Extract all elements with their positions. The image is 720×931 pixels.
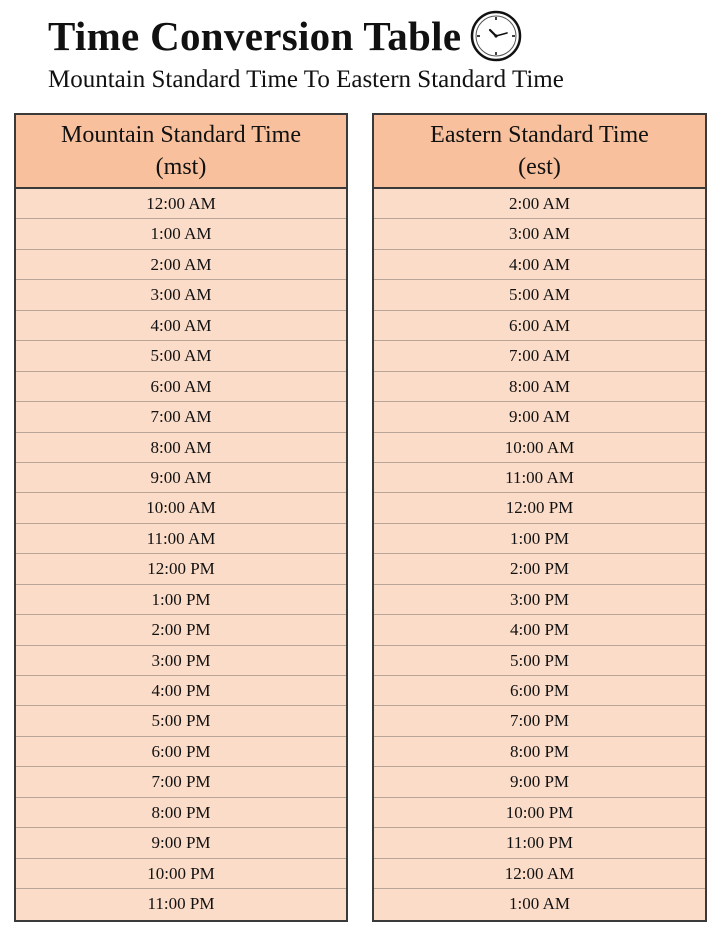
table-row: 10:00 AM	[16, 493, 346, 523]
table-row: 4:00 AM	[16, 311, 346, 341]
table-row: 4:00 AM	[374, 250, 705, 280]
table-row: 9:00 AM	[374, 402, 705, 432]
table-row: 1:00 PM	[374, 524, 705, 554]
table-row: 10:00 PM	[374, 798, 705, 828]
table-row: 6:00 AM	[374, 311, 705, 341]
table-row: 4:00 PM	[16, 676, 346, 706]
table-row: 2:00 PM	[16, 615, 346, 645]
mst-header-title: Mountain Standard Time	[60, 122, 301, 148]
table-row: 8:00 PM	[16, 798, 346, 828]
table-row: 3:00 AM	[16, 280, 346, 310]
est-header-title: Eastern Standard Time	[430, 122, 649, 148]
table-row: 5:00 PM	[16, 706, 346, 736]
table-row: 7:00 PM	[16, 767, 346, 797]
table-row: 1:00 AM	[16, 219, 346, 249]
table-row: 9:00 PM	[16, 828, 346, 858]
table-row: 7:00 AM	[16, 402, 346, 432]
table-row: 11:00 PM	[374, 828, 705, 858]
table-row: 8:00 PM	[374, 737, 705, 767]
title-row	[48, 10, 523, 62]
table-row: 9:00 AM	[16, 463, 346, 493]
clock-icon	[469, 9, 523, 63]
table-row: 12:00 PM	[16, 554, 346, 584]
table-row: 12:00 PM	[374, 493, 705, 523]
mst-header-abbrev: (mst)	[155, 154, 207, 180]
mst-table	[14, 113, 348, 922]
table-row: 7:00 AM	[374, 341, 705, 371]
table-row: 11:00 PM	[16, 889, 346, 919]
est-table-header	[374, 115, 705, 189]
table-row: 4:00 PM	[374, 615, 705, 645]
est-header-abbrev: (est)	[518, 154, 561, 180]
table-row: 10:00 PM	[16, 859, 346, 889]
table-row: 3:00 PM	[16, 646, 346, 676]
table-row: 3:00 AM	[374, 219, 705, 249]
table-row: 11:00 AM	[374, 463, 705, 493]
table-row: 5:00 AM	[374, 280, 705, 310]
table-row: 9:00 PM	[374, 767, 705, 797]
table-row: 8:00 AM	[374, 372, 705, 402]
table-row: 6:00 AM	[16, 372, 346, 402]
table-row: 12:00 AM	[374, 859, 705, 889]
table-row: 2:00 AM	[16, 250, 346, 280]
mst-rows	[16, 189, 346, 920]
table-row: 10:00 AM	[374, 433, 705, 463]
table-row: 3:00 PM	[374, 585, 705, 615]
table-row: 7:00 PM	[374, 706, 705, 736]
page-title: Time Conversion Table	[48, 13, 462, 59]
est-table	[372, 113, 707, 922]
est-rows	[374, 189, 705, 920]
table-row: 5:00 PM	[374, 646, 705, 676]
table-row: 1:00 PM	[16, 585, 346, 615]
table-row: 12:00 AM	[16, 189, 346, 219]
table-row: 2:00 PM	[374, 554, 705, 584]
table-row: 5:00 AM	[16, 341, 346, 371]
table-row: 8:00 AM	[16, 433, 346, 463]
table-row: 1:00 AM	[374, 889, 705, 919]
table-row: 6:00 PM	[16, 737, 346, 767]
table-row: 6:00 PM	[374, 676, 705, 706]
table-row: 2:00 AM	[374, 189, 705, 219]
subtitle: Mountain Standard Time To Eastern Standard Time	[48, 66, 564, 93]
mst-table-header	[16, 115, 346, 189]
table-row: 11:00 AM	[16, 524, 346, 554]
